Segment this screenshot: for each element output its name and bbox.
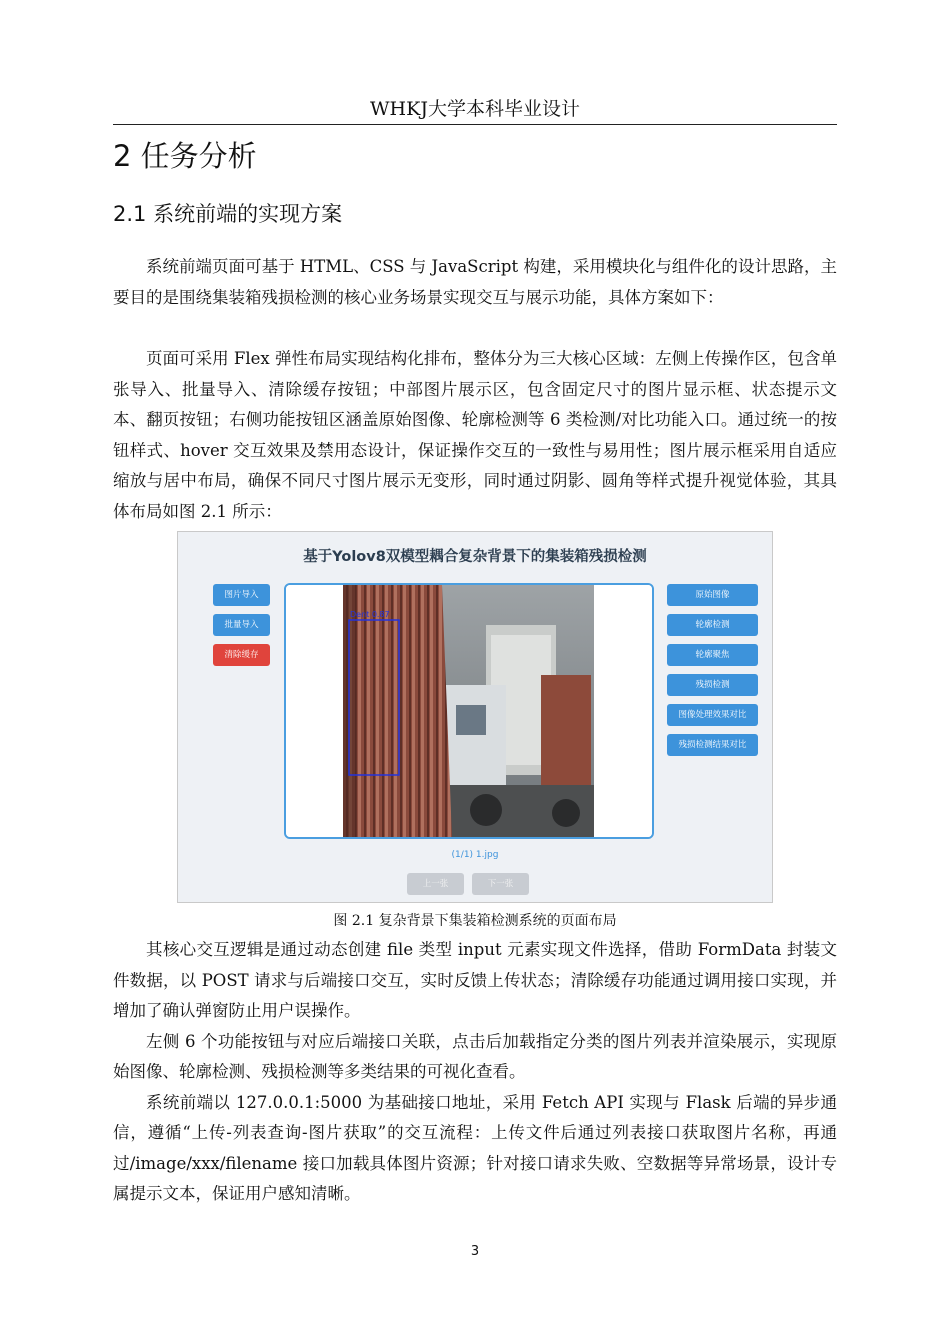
prev-page-button[interactable]: 上一张 xyxy=(407,873,464,895)
header-rule xyxy=(113,124,837,125)
figure-app-title: 基于Yolov8双模型耦合复杂背景下的集装箱残损检测 xyxy=(303,549,647,565)
paragraph: 页面可采用 Flex 弹性布局实现结构化排布，整体分为三大核心区域：左侧上传操作区，包含单张导入、批量导入、清除缓存按钮；中部图片展示区，包含固定尺寸的图片显示框、状态提示文本、翻页按钮；右侧功能按钮区涵盖原始图像、轮廓检测等 6 类检测/对比功能入口。通过统一的按钮样式、hover 交互效果及禁用态设计，保证操作交互的一致性与易用性；图片展示框采用自适应缩放与居中布局，确保不同尺寸图片展示无变形，同时通过阴影、圆角等样式提升视觉体验，其具体布局如图 2.1 所示： xyxy=(113,349,837,521)
import-image-button[interactable]: 图片导入 xyxy=(213,584,270,606)
paragraph-layout xyxy=(113,344,837,527)
next-page-button[interactable]: 下一张 xyxy=(472,873,529,895)
detection-label: Dent 0.87 xyxy=(350,610,390,619)
paragraph: 左侧 6 个功能按钮与对应后端接口关联，点击后加载指定分类的图片列表并渲染展示，实现原始图像、轮廓检测、残损检测等多类结果的可视化查看。 xyxy=(113,1031,837,1081)
paragraph: 其核心交互逻辑是通过动态创建 file 类型 input 元素实现文件选择，借助 FormData 封装文件数据，以 POST 请求与后端接口交互，实时反馈上传状态；清除缓存功能通过调用接口实现，并增加了确认弹窗防止用户误操作。 xyxy=(113,940,837,1020)
page-header: WHKJ大学本科毕业设计 xyxy=(370,98,580,120)
container-photo xyxy=(286,585,652,837)
clear-cache-button[interactable]: 清除缓存 xyxy=(213,644,270,666)
ui-layout-figure xyxy=(177,531,773,903)
figure-caption: 图 2.1 复杂背景下集装箱检测系统的页面布局 xyxy=(333,913,617,929)
damage-detection-button[interactable]: 残损检测 xyxy=(667,674,758,696)
image-display-frame xyxy=(284,583,654,839)
contour-detection-button[interactable]: 轮廓检测 xyxy=(667,614,758,636)
paragraphs-implementation xyxy=(113,935,837,1210)
contour-focus-button[interactable]: 轮廓聚焦 xyxy=(667,644,758,666)
paragraph: 系统前端页面可基于 HTML、CSS 与 JavaScript 构建，采用模块化与组件化的设计思路，主要目的是围绕集装箱残损检测的核心业务场景实现交互与展示功能，具体方案如下： xyxy=(113,257,837,307)
damage-result-compare-button[interactable]: 残损检测结果对比 xyxy=(667,734,758,756)
original-image-button[interactable]: 原始图像 xyxy=(667,584,758,606)
paragraph: 系统前端以 127.0.0.1:5000 为基础接口地址，采用 Fetch API 实现与 Flask 后端的异步通信，遵循“上传-列表查询-图片获取”的交互流程：上传文件后通过列表接口获取图片名称，再通过/image/xxx/filename 接口加载具体图片资源；针对接口请求失败、空数据等异常场景，设计专属提示文本，保证用户感知清晰。 xyxy=(113,1092,837,1203)
section-heading: 2.1 系统前端的实现方案 xyxy=(113,202,343,226)
batch-import-button[interactable]: 批量导入 xyxy=(213,614,270,636)
page-number: 3 xyxy=(470,1244,480,1259)
image-status-text: (1/1) 1.jpg xyxy=(451,850,499,860)
image-processing-compare-button[interactable]: 图像处理效果对比 xyxy=(667,704,758,726)
chapter-heading: 2 任务分析 xyxy=(113,139,257,173)
paragraph-intro xyxy=(113,252,837,313)
